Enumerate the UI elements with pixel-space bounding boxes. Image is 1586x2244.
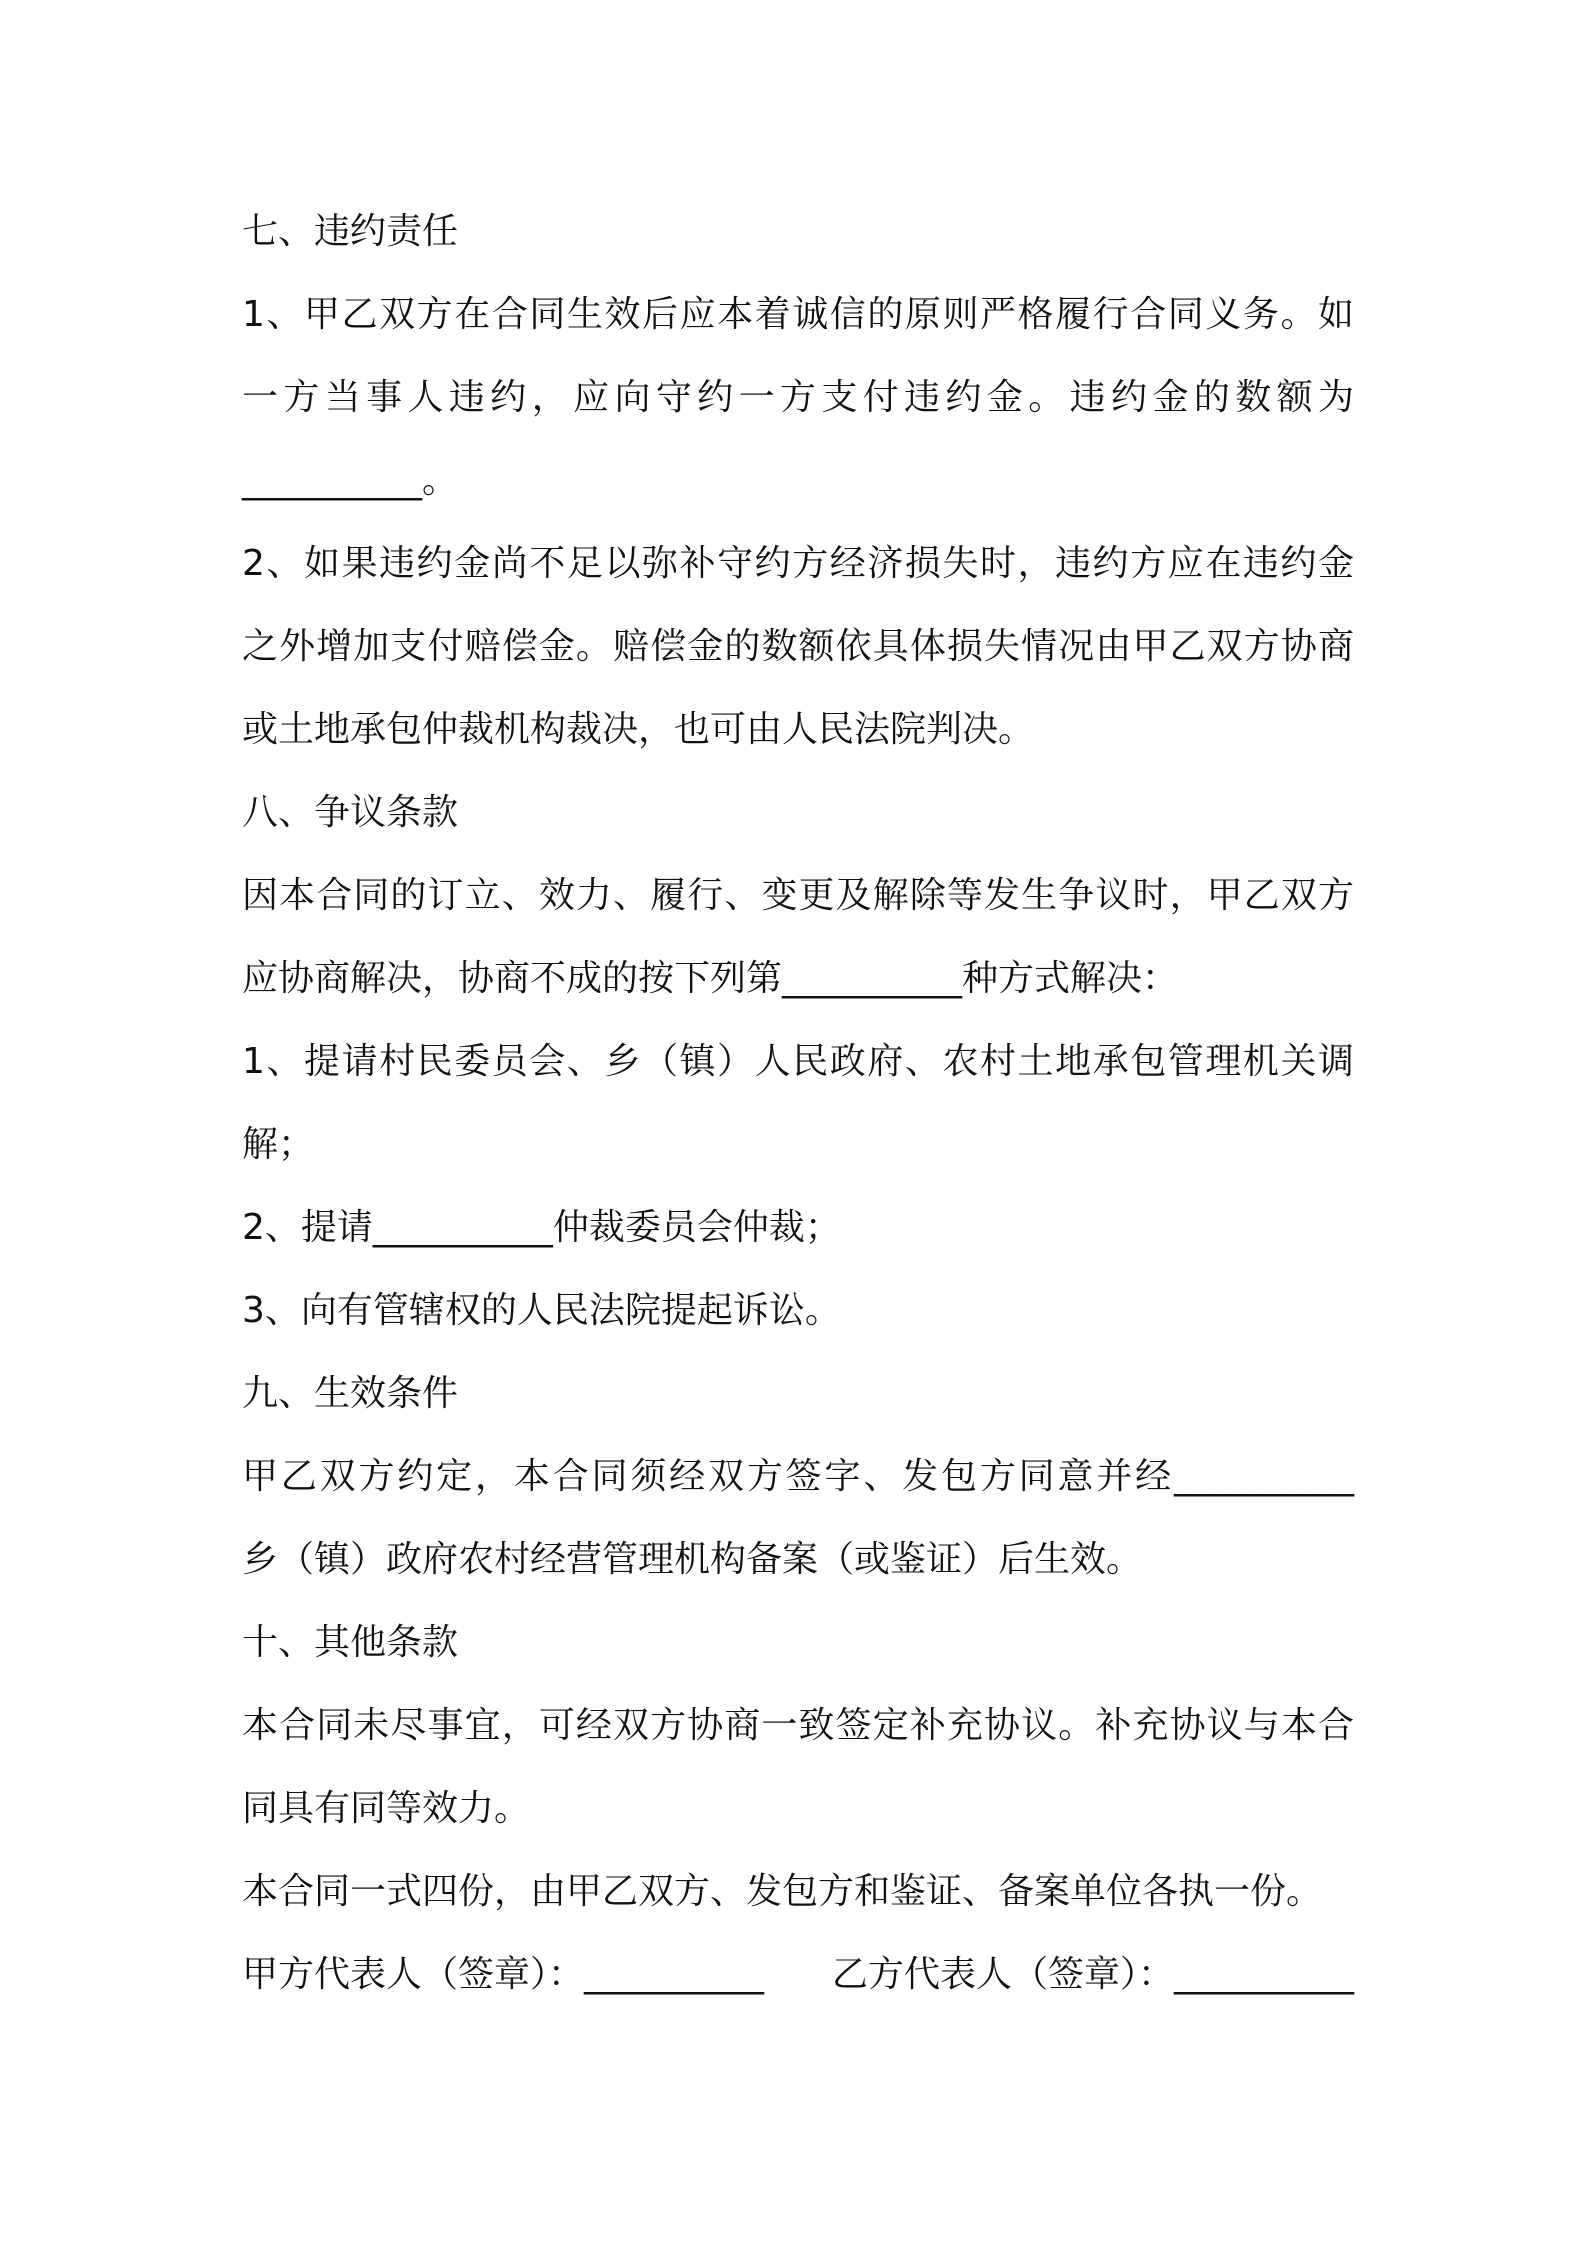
paragraph-line: 一方当事人违约，应向守约一方支付违约金。违约金的数额为 <box>242 377 1354 418</box>
signature-line <box>242 1933 1354 2016</box>
paragraph-line: 1、甲乙双方在合同生效后应本着诚信的原则严格履行合同义务。如 <box>242 294 1354 335</box>
paragraph-line: 2、如果违约金尚不足以弥补守约方经济损失时，违约方应在违约金 <box>242 543 1354 584</box>
paragraph-line: 解； <box>242 1124 315 1165</box>
section-heading-other-terms: 十、其他条款 <box>242 1622 459 1663</box>
paragraph-line: 2、提请__________仲裁委员会仲裁； <box>242 1207 841 1248</box>
paragraph-line: __________。 <box>242 460 459 501</box>
section-heading-effective-conditions: 九、生效条件 <box>242 1373 459 1414</box>
paragraph-line: 同具有同等效力。 <box>242 1788 531 1829</box>
paragraph-line: 本合同一式四份，由甲乙双方、发包方和鉴证、备案单位各执一份。 <box>242 1871 1323 1912</box>
paragraph-line: 之外增加支付赔偿金。赔偿金的数额依具体损失情况由甲乙双方协商 <box>242 626 1354 667</box>
paragraph-line: 或土地承包仲裁机构裁决，也可由人民法院判决。 <box>242 709 1035 750</box>
section-heading-dispute-clause: 八、争议条款 <box>242 792 459 833</box>
document-page <box>242 190 1354 2016</box>
party-a-signature: 甲方代表人（签章）：__________ <box>242 1954 765 1995</box>
party-b-signature: 乙方代表人（签章）：__________ <box>831 1954 1354 1995</box>
paragraph-line: 应协商解决，协商不成的按下列第__________种方式解决： <box>242 958 1179 999</box>
paragraph-line: 乡（镇）政府农村经营管理机构备案（或鉴证）后生效。 <box>242 1539 1143 1580</box>
paragraph-line: 3、向有管辖权的人民法院提起诉讼。 <box>242 1290 841 1331</box>
paragraph-line: 甲乙双方约定，本合同须经双方签字、发包方同意并经__________ <box>242 1456 1354 1497</box>
paragraph-line: 本合同未尽事宜，可经双方协商一致签定补充协议。补充协议与本合 <box>242 1705 1354 1746</box>
paragraph-line: 1、提请村民委员会、乡（镇）人民政府、农村土地承包管理机关调 <box>242 1041 1354 1082</box>
paragraph-line: 因本合同的订立、效力、履行、变更及解除等发生争议时，甲乙双方 <box>242 875 1354 916</box>
section-heading-breach-liability: 七、违约责任 <box>242 211 459 252</box>
